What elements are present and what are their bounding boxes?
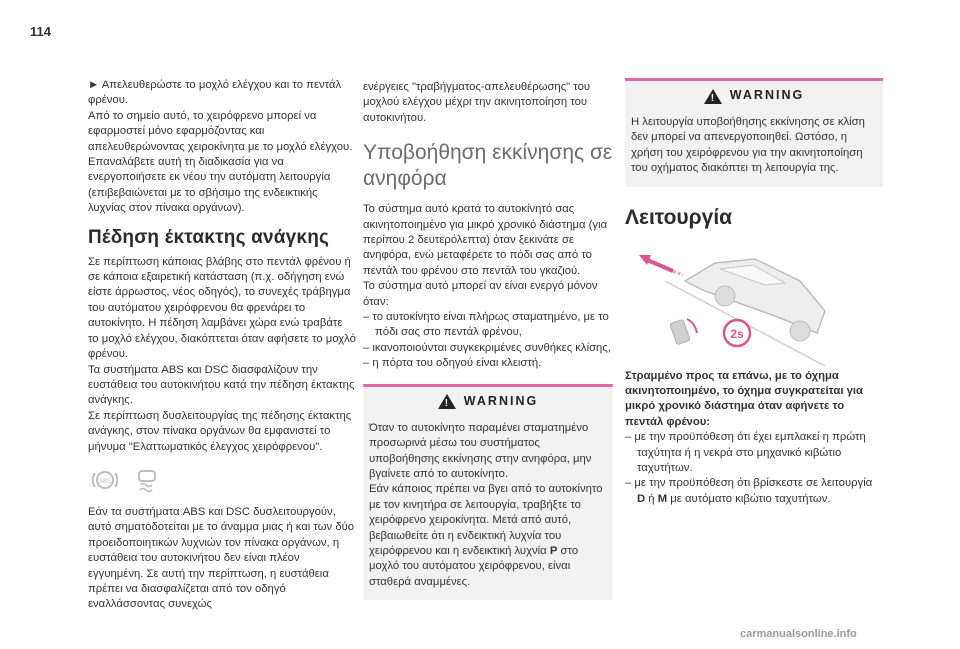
section-heading-operation: Λειτουργία xyxy=(625,205,733,229)
list-item: – ικανοποιούνται συγκεκριμένες συνθήκες κλίσης, xyxy=(363,341,611,354)
paragraph: Σε περίπτωση δυσλειτουργίας της πέδησης έκτακτης ανάγκης, στον πίνακα οργάνων θα εμφανιστεί το μήνυμα "Ελαττωματικός έλεγχος χειρόφρενου". xyxy=(88,409,352,453)
warning-title: WARNING xyxy=(729,88,805,103)
paragraph: Από το σημείο αυτό, το χειρόφρενο μπορεί να εφαρμοστεί μόνο εφαρμόζοντας και απελευθερώνοντας χειροκίνητα με το μοχλό ελέγχου. xyxy=(88,109,353,153)
car-on-slope-illustration xyxy=(625,241,883,369)
list-item: – με την προϋπόθεση ότι βρίσκεστε σε λειτουργία D ή M με αυτόματο κιβώτιο ταχυτήτων. xyxy=(625,477,873,505)
svg-text:ABS: ABS xyxy=(98,478,112,485)
section-heading-hill-start-assist: Υποβοήθηση εκκίνησης σε ανηφόρα xyxy=(363,141,613,191)
column-1 xyxy=(88,78,356,613)
paragraph: Σε περίπτωση κάποιας βλάβης στο πεντάλ φρένου ή σε κάποια εξαιρετική κατάσταση (π.χ. οδήγηση ενώ είστε άρρωστος, νέος οδηγός), το συνεχές τράβηγμα του αυτόματου χειρόφρενου θα φρενάρει το αυτοκίνητο. Η πέδηση λαμβάνει χώρα ενώ τραβάτε το μοχλό ελέγχου, διακόπτεται όταν αφήσετε το μοχλό φρένου. xyxy=(88,255,356,361)
warning-title: WARNING xyxy=(463,393,539,408)
section-heading-emergency-braking: Πέδηση έκτακτης ανάγκης xyxy=(88,226,330,248)
warning-text: Η λειτουργία υποβοήθησης εκκίνησης σε κλίση δεν μπορεί να απενεργοποιηθεί. Ωστόσο, η χρήση του χειρόφρενου για την ακινητοποίηση του οχήματος διακόπτει τη λειτουργία της. xyxy=(631,116,865,175)
paragraph: ενέργειες "τραβήγματος-απελευθέρωσης" του μοχλού ελέγχου μέχρι την ακινητοποίηση του αυτοκινήτου. xyxy=(363,81,591,124)
abs-warning-icon xyxy=(90,465,120,495)
warning-triangle-icon xyxy=(704,89,722,104)
watermark: carmanualsonline.info xyxy=(740,628,857,640)
paragraph: Το σύστημα αυτό κρατά το αυτοκίνητό σας ακινητοποιημένο για μικρό χρονικό διάστημα (για περίπου 2 δευτερόλεπτα) όταν ξεκινάτε σε ανηφόρα, ενώ μεταφέρετε το πόδι σας από το πεντάλ του φρένου στο πεντάλ του γκαζιού. xyxy=(363,203,608,277)
caption: Στραμμένο προς τα επάνω, με το όχημα ακινητοποιημένο, το όχημα συγκρατείται για μικρό χρονικό διάστημα όταν αφήνετε το πεντάλ φρένου: xyxy=(625,369,863,428)
dsc-skid-icon xyxy=(132,465,162,495)
warning-box xyxy=(625,78,883,187)
warning-triangle-icon xyxy=(438,394,456,409)
paragraph: Εάν τα συστήματα ABS και DSC δυσλειτουργούν, αυτό σηματοδοτείται με το άναμμα μιας ή και των δύο προειδοποιητικών λυχνιών τον πίνακα οργάνων, η ευστάθεια του αυτοκινήτου δεν είναι πλέον εγγυημένη. Σε αυτή την περίπτωση, η ευστάθεια πρέπει να διασφαλίζεται από τον οδηγό εναλλάσσοντας συνεχώς xyxy=(88,505,355,611)
list-item: – η πόρτα του οδηγού είναι κλειστή. xyxy=(363,357,542,370)
paragraph: Το σύστημα αυτό μπορεί αν είναι ενεργό μόνον όταν: xyxy=(363,280,598,308)
paragraph: Τα συστήματα ABS και DSC διασφαλίζουν την ευστάθεια του αυτοκινήτου κατά την πέδηση έκτακτης ανάγκης. xyxy=(88,363,355,407)
warning-text: Όταν το αυτοκίνητο παραμένει σταματημένο προσωρινά μέσω του συστήματος υποβοήθησης εκκίνησης στην ανηφόρα, μην βγαίνετε από το αυτοκίνητο. xyxy=(369,421,592,480)
list-item: – το αυτοκίνητο είναι πλήρως σταματημένο, με το πόδι σας στο πεντάλ φρένου, xyxy=(363,311,609,339)
column-3 xyxy=(625,78,883,507)
timer-label: 2s xyxy=(730,326,744,341)
hill-start-illustration xyxy=(625,241,883,369)
page-number: 114 xyxy=(30,24,51,39)
paragraph: ► Απελευθερώστε το μοχλό ελέγχου και το πεντάλ φρένου. xyxy=(88,79,342,107)
warning-text: Εάν κάποιος πρέπει να βγει από το αυτοκίνητο με τον κινητήρα σε λειτουργία, τραβήξτε το χειρόφρενο χειροκίνητα. Μετά από αυτό, βεβαιωθείτε ότι η ενδεικτική λυχνία του χειρόφρενου και η ενδεικτική λυχνία P στο μοχλό του αυτόματου χειρόφρενου, είναι σταθερά αναμμένες. xyxy=(369,483,603,588)
paragraph: Επαναλάβετε αυτή τη διαδικασία για να ενεργοποιήσετε εκ νέου την αυτόματη λειτουργία (επιβεβαιώνεται με το σβήσιμο της ενδεικτικής λυχνίας στον πίνακα οργάνων). xyxy=(88,156,331,215)
warning-header xyxy=(369,387,607,417)
column-2 xyxy=(363,80,613,606)
warning-box xyxy=(363,384,613,600)
list-item: – με την προϋπόθεση ότι έχει εμπλακεί η πρώτη ταχύτητα ή η νεκρά στο μηχανικό κιβώτιο ταχυτήτων. xyxy=(625,431,866,475)
warning-header xyxy=(631,81,877,111)
warning-lamps-row xyxy=(88,459,356,501)
